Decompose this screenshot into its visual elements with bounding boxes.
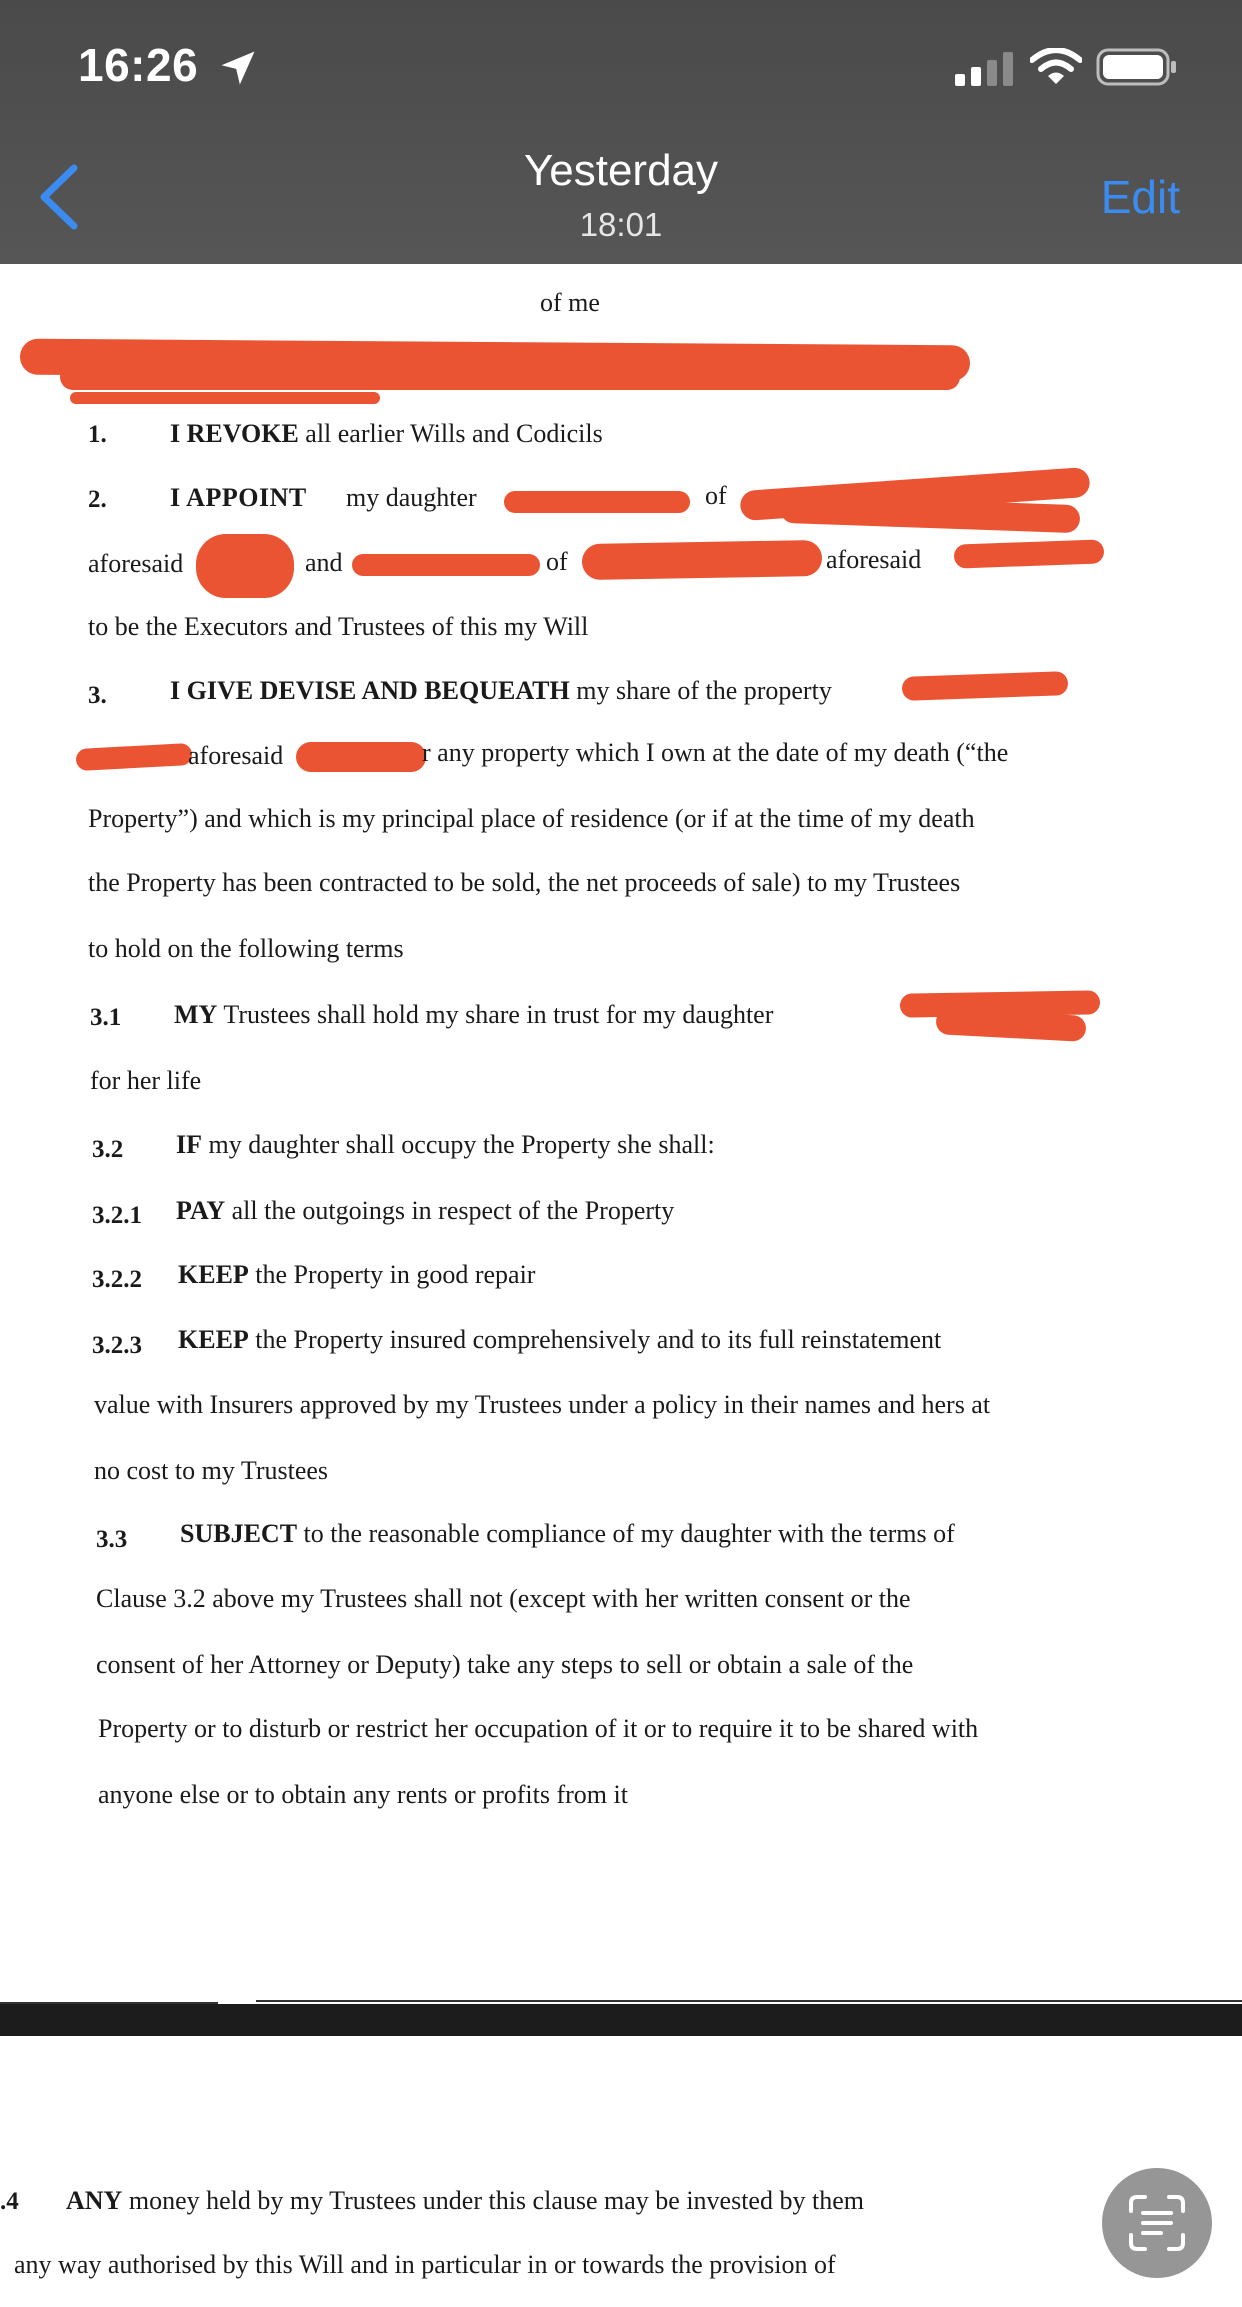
clause-number: 3.3 [96, 1526, 128, 1553]
clause-number: 3.2.3 [92, 1332, 142, 1359]
doc-line: any way authorised by this Will and in particular in or towards the provision of [14, 2250, 836, 2279]
doc-line: Property”) and which is my principal place of residence (or if at the time of my death [88, 804, 975, 833]
clause-lead: ANY [66, 2186, 123, 2215]
doc-line: no cost to my Trustees [94, 1456, 329, 1485]
doc-fragment: of [705, 481, 727, 510]
redaction-mark [196, 534, 294, 598]
clause-number: 3.2.2 [92, 1266, 142, 1293]
doc-line: the Property has been contracted to be sold, the net proceeds of sale) to my Trustees [88, 868, 961, 897]
clause-number: 2. [88, 486, 107, 513]
doc-line: of me [540, 288, 600, 317]
redaction-mark [70, 392, 380, 404]
clause-lead: MY [174, 1000, 218, 1029]
clause-3-text [170, 676, 832, 706]
clause-number: 3.2 [92, 1136, 124, 1163]
doc-line: Property or to disturb or restrict her occupation of it or to require it to be shared with [98, 1714, 979, 1743]
redaction-mark [352, 554, 540, 576]
clause-2-text [170, 483, 307, 513]
clause-lead: I APPOINT [170, 483, 307, 512]
redaction-mark [60, 364, 960, 390]
battery-icon [1096, 48, 1178, 86]
clause-3-3-text [180, 1519, 955, 1549]
clause-lead: SUBJECT [180, 1519, 298, 1548]
page-separator [0, 2004, 1242, 2036]
photo-viewer-header [0, 0, 1242, 264]
redaction-mark [954, 539, 1105, 568]
clause-number: 3. [88, 682, 107, 709]
clause-number: .4 [0, 2188, 19, 2215]
clause-body: to the reasonable compliance of my daughter with the terms of [297, 1519, 955, 1548]
live-text-button[interactable] [1102, 2168, 1212, 2278]
doc-line: for her life [90, 1066, 202, 1095]
clause-lead: KEEP [178, 1260, 249, 1289]
clause-body: all the outgoings in respect of the Property [225, 1196, 675, 1225]
clause-3-2-text [176, 1130, 715, 1160]
clause-number: 1. [88, 421, 107, 448]
clause-number: 3.2.1 [92, 1202, 142, 1229]
doc-line: value with Insurers approved by my Trustees under a policy in their names and hers at [94, 1390, 991, 1419]
clause-body: the Property insured comprehensively and to its full reinstatement [248, 1325, 942, 1354]
wifi-icon [1030, 48, 1082, 86]
doc-line: consent of her Attorney or Deputy) take any steps to sell or obtain a sale of the [96, 1650, 914, 1679]
doc-fragment: aforesaid [188, 741, 284, 770]
nav-title: Yesterday [523, 146, 719, 195]
clause-lead: PAY [176, 1196, 226, 1225]
redaction-mark [76, 743, 193, 771]
redaction-mark [296, 742, 426, 772]
location-arrow-icon [216, 46, 260, 90]
clause-lead: I GIVE DEVISE AND BEQUEATH [170, 676, 570, 705]
edit-button[interactable]: Edit [1100, 171, 1180, 223]
clause-3-4-text [66, 2186, 864, 2216]
doc-fragment: of [546, 547, 568, 576]
clause-body: Trustees shall hold my share in trust for my daughter [217, 1000, 774, 1029]
document-photo [0, 264, 1242, 2004]
clause-number: 3.1 [90, 1004, 122, 1031]
clause-1-text [170, 419, 603, 449]
clause-body: money held by my Trustees under this clause may be invested by them [122, 2186, 864, 2215]
clause-lead: IF [176, 1130, 202, 1159]
clause-body: my daughter shall occupy the Property she shall: [202, 1130, 715, 1159]
live-text-icon [1127, 2193, 1187, 2253]
doc-line: anyone else or to obtain any rents or profits from it [98, 1780, 628, 1809]
clause-body: my share of the property [569, 676, 832, 705]
redaction-mark [504, 491, 690, 513]
doc-line: to hold on the following terms [88, 934, 404, 963]
clause-body: the Property in good repair [248, 1260, 536, 1289]
redaction-mark [902, 671, 1069, 701]
doc-line: to be the Executors and Trustees of this my Will [88, 612, 589, 641]
clause-3-2-3-text [178, 1325, 941, 1355]
doc-fragment: and [305, 548, 343, 577]
nav-subtitle: 18:01 [579, 206, 663, 243]
doc-fragment: my daughter [346, 483, 477, 512]
doc-fragment: aforesaid [88, 549, 184, 578]
status-time: 16:26 [78, 39, 199, 91]
cellular-signal-icon [955, 52, 1013, 86]
doc-fragment: aforesaid [826, 545, 922, 574]
clause-3-2-1-text [176, 1196, 674, 1226]
doc-line: Clause 3.2 above my Trustees shall not (except with her written consent or the [96, 1584, 911, 1613]
clause-3-1-text [174, 1000, 773, 1030]
clause-lead: KEEP [178, 1325, 249, 1354]
clause-lead: I REVOKE [170, 419, 299, 448]
redaction-mark [582, 540, 823, 580]
document-next-page [0, 2036, 1242, 2307]
page-rule [256, 2000, 1242, 2002]
clause-body: all earlier Wills and Codicils [298, 419, 603, 448]
doc-fragment: r any property which I own at the date of my death (“the [422, 738, 1009, 767]
clause-3-2-2-text [178, 1260, 535, 1290]
